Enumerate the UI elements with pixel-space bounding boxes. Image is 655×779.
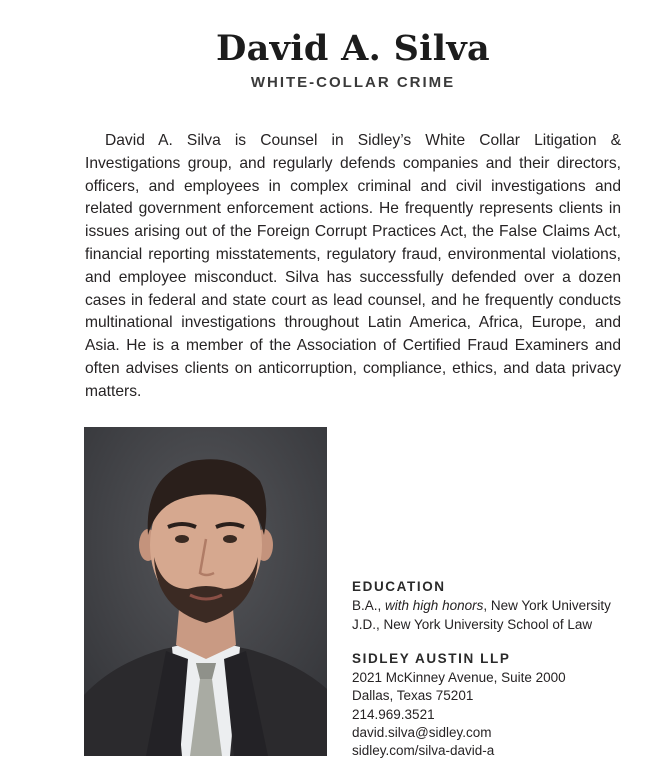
practice-area: WHITE-COLLAR CRIME (250, 74, 456, 91)
email-address: david.silva@sidley.com (352, 725, 492, 740)
ba-degree: B.A., (352, 598, 382, 613)
ba-school: , New York University (483, 598, 611, 613)
headshot-photo (84, 427, 327, 756)
profile-url: sidley.com/silva-david-a (352, 743, 495, 758)
firm-address-line1: 2021 McKinney Avenue, Suite 2000 (352, 670, 566, 685)
education-heading: EDUCATION (352, 579, 446, 594)
biography-text: David A. Silva is Counsel in Sidley’s White Collar Litigation & Investigations group, and regularly defends companies and their directors, officers, and employees in complex criminal and civil investigations and related government enforcement actions. He frequently represents clients in issues arising out of the Foreign Corrupt Practices Act, the False Claims Act, financial reporting misstatements, regulatory fraud, environmental violations, and employee misconduct. Silva has successfully defended over a dozen cases in federal and state court as lead counsel, and he frequently conducts multinational investigations throughout Latin America, Africa, Europe, and Asia. He is a member of the Association of Certified Fraud Examiners and often advises clients on anticorruption, compliance, ethics, and data privacy matters. (85, 132, 621, 400)
phone-number: 214.969.3521 (352, 707, 435, 722)
firm-address-line2: Dallas, Texas 75201 (352, 688, 474, 703)
firm-heading: SIDLEY AUSTIN LLP (352, 651, 511, 666)
education-ba (352, 598, 611, 613)
attorney-name: David A. Silva (216, 28, 490, 69)
ba-honors: with high honors (385, 598, 484, 613)
education-jd: J.D., New York University School of Law (352, 617, 593, 632)
biography (85, 130, 621, 404)
